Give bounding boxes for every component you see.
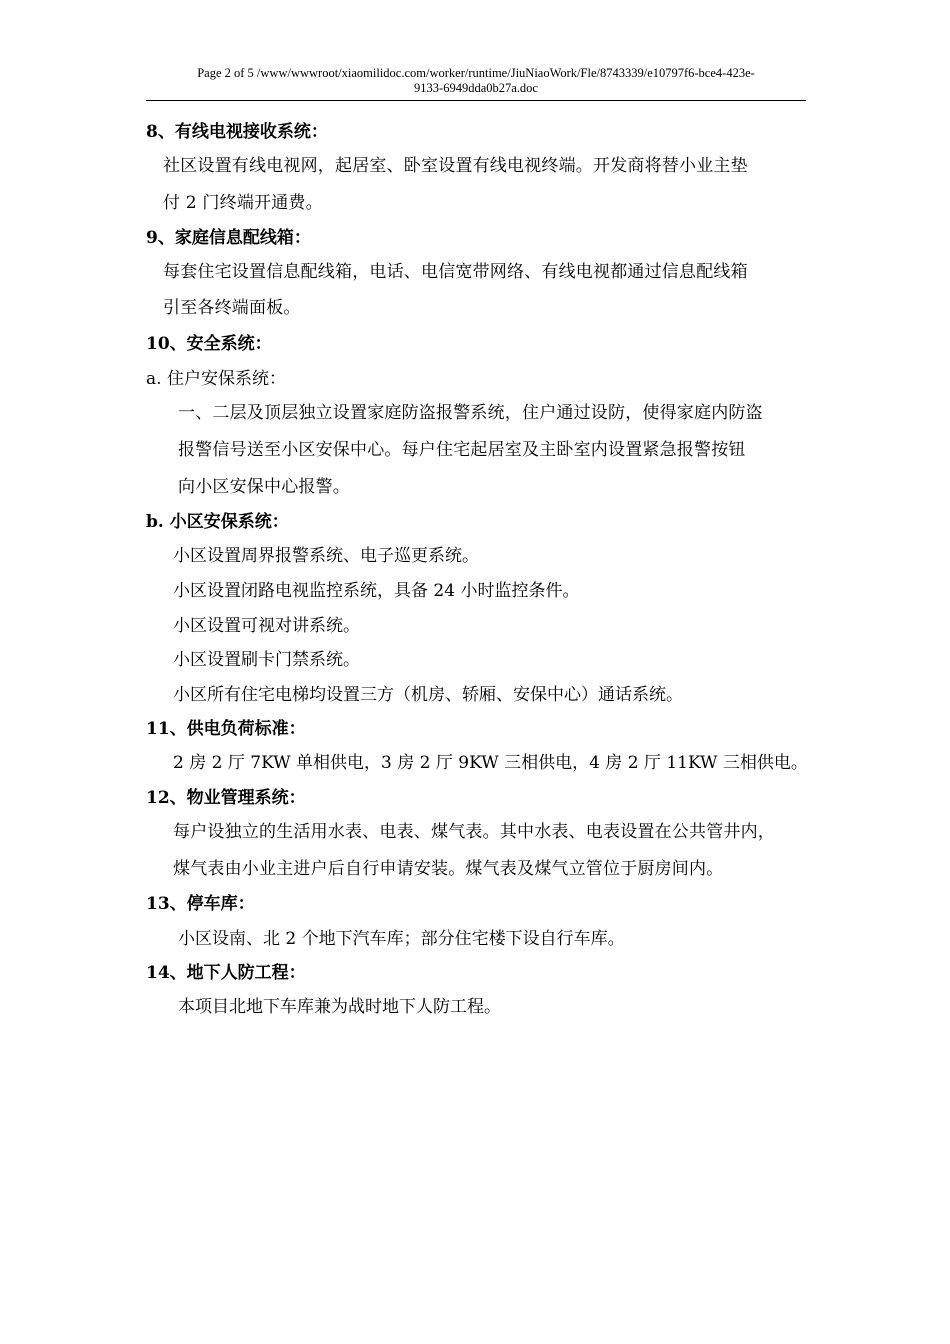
section-13-paragraph-line: 小区设南、北 2 个地下汽车库；部分住宅楼下设自行车库。 <box>178 929 625 949</box>
section-12-paragraph-line: 每户设独立的生活用水表、电表、煤气表。其中水表、电表设置在公共管井内， <box>173 822 775 842</box>
section-12-heading: 12、物业管理系统： <box>146 788 306 808</box>
section-10b-item: 小区设置可视对讲系统。 <box>173 616 360 636</box>
section-9-paragraph-line: 每套住宅设置信息配线箱，电话、电信宽带网络、有线电视都通过信息配线箱 <box>163 262 748 282</box>
section-13-heading: 13、停车库： <box>146 894 255 914</box>
section-8-paragraph-line: 社区设置有线电视网，起居室、卧室设置有线电视终端。开发商将替小业主垫 <box>163 156 748 176</box>
header-line-2: 9133-6949dda0b27a.doc <box>414 81 538 95</box>
section-11-paragraph-line: 2 房 2 厅 7KW 单相供电，3 房 2 厅 9KW 三相供电，4 房 2 厅 11KW 三相供电。 <box>173 753 808 773</box>
section-8-heading: 8、有线电视接收系统： <box>146 122 328 142</box>
section-10a-paragraph-line: 报警信号送至小区安保中心。每户住宅起居室及主卧室内设置紧急报警按钮 <box>178 440 746 460</box>
page-header <box>146 66 806 96</box>
section-9-heading: 9、家庭信息配线箱： <box>146 228 311 248</box>
section-12-paragraph-line: 煤气表由小业主进户后自行申请安装。煤气表及煤气立管位于厨房间内。 <box>173 859 724 879</box>
header-line-1: Page 2 of 5 /www/wwwroot/xiaomilidoc.com/worker/runtime/JiuNiaoWork/Fle/8743339/e10797f6-bce4-423e- <box>197 66 755 80</box>
section-9-paragraph-line: 引至各终端面板。 <box>163 298 301 318</box>
section-11-heading: 11、供电负荷标准： <box>146 719 306 739</box>
section-10b-item: 小区设置闭路电视监控系统，具备 24 小时监控条件。 <box>173 581 580 601</box>
section-10b-item: 小区所有住宅电梯均设置三方（机房、轿厢、安保中心）通话系统。 <box>173 685 683 705</box>
header-rule <box>146 100 806 101</box>
section-10a-paragraph-line: 向小区安保中心报警。 <box>178 477 350 497</box>
section-10b-item: 小区设置周界报警系统、电子巡更系统。 <box>173 546 479 566</box>
section-10a-heading: a. 住户安保系统： <box>146 369 286 389</box>
section-10b-item: 小区设置刷卡门禁系统。 <box>173 650 360 670</box>
section-14-heading: 14、地下人防工程： <box>146 963 306 983</box>
section-10-heading: 10、安全系统： <box>146 334 272 354</box>
section-10b-heading: b. 小区安保系统： <box>146 512 289 532</box>
section-8-paragraph-line: 付 2 门终端开通费。 <box>163 193 323 213</box>
section-14-paragraph-line: 本项目北地下车库兼为战时地下人防工程。 <box>178 997 501 1017</box>
section-10a-paragraph-line: 一、二层及顶层独立设置家庭防盗报警系统，住户通过设防，使得家庭内防盗 <box>178 403 763 423</box>
